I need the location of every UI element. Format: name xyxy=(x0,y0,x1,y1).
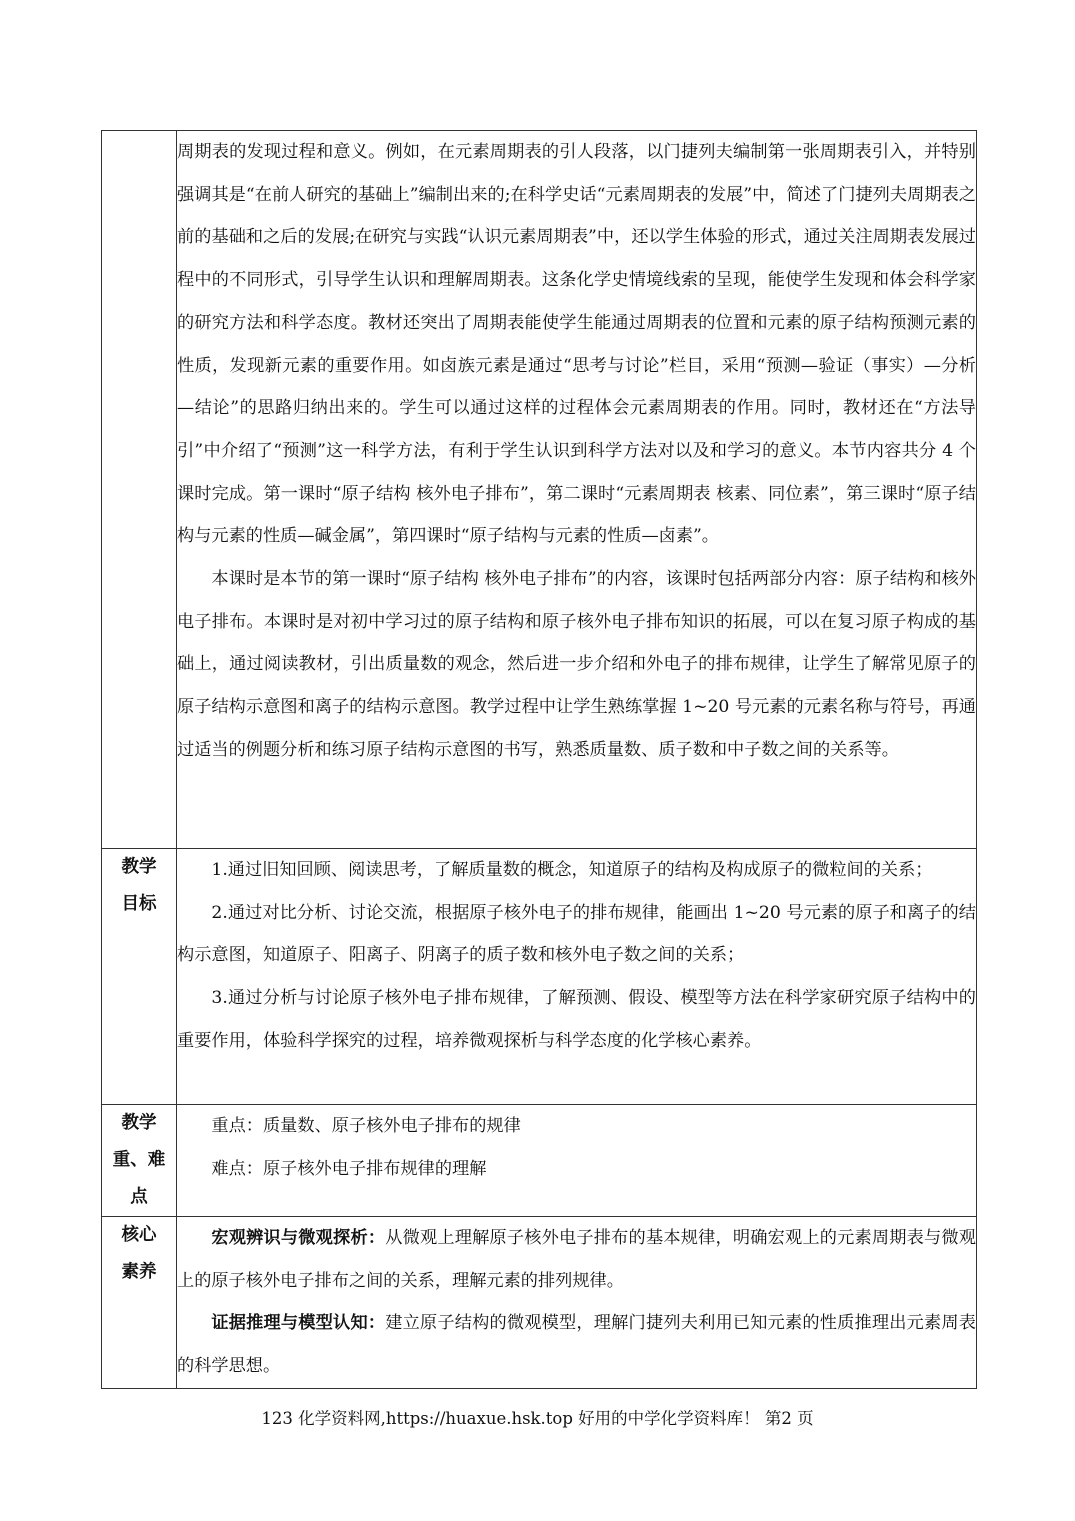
objectives-row xyxy=(102,849,977,1105)
difficult-point-item: 难点：原子核外电子排布规律的理解 xyxy=(211,1158,487,1179)
core-literacy-text: 建立原子结构的微观模型，理解门捷列夫利用已知元素的性质推理出元素周表的科学思想。 xyxy=(177,1313,976,1377)
core-literacy-title: 宏观辨识与微观探析： xyxy=(211,1228,386,1248)
intro-content-cell xyxy=(177,131,977,849)
page-footer: 123 化学资料网,https://huaxue.hsk.top 好用的中学化学资料库！ 第2 页 xyxy=(261,1409,814,1428)
core-literacy-row xyxy=(102,1217,977,1389)
key-point-item: 重点：质量数、原子核外电子排布的规律 xyxy=(211,1116,521,1136)
core-literacy-content-cell xyxy=(177,1217,977,1389)
intro-paragraph: 本课时是本节的第一课时“原子结构 核外电子排布”的内容，该课时包括两部分内容：原子结构和核外电子排布。本课时是对初中学习过的原子结构和原子核外电子排布知识的拓展，可以在复习原子构成的基础上，通过阅读教材，引出质量数的观念，然后进一步介绍和外电子的排布规律，让学生了解常见原子的原子结构示意图和离子的结构示意图。教学过程中让学生熟练掌握 1~20 号元素的元素名称与符号，再通过适当的例题分析和练习原子结构示意图的书写，熟悉质量数、质子数和中子数之间的关系等。 xyxy=(177,569,976,760)
objective-item: 1.通过旧知回顾、阅读思考，了解质量数的概念，知道原子的结构及构成原子的微粒间的关系； xyxy=(211,860,933,880)
key-points-label: 教学 重、难 点 xyxy=(102,1105,177,1217)
objectives-content-cell xyxy=(177,849,977,1105)
lesson-plan-table xyxy=(101,130,977,1389)
key-points-row xyxy=(102,1105,977,1217)
intro-row xyxy=(102,131,977,849)
intro-label-cell xyxy=(102,131,177,849)
core-literacy-title: 证据推理与模型认知： xyxy=(211,1313,386,1334)
core-literacy-item xyxy=(177,1217,976,1302)
objective-item: 2.通过对比分析、讨论交流，根据原子核外电子的排布规律，能画出 1~20 号元素的原子和离子的结构示意图，知道原子、阳离子、阴离子的质子数和核外电子数之间的关系； xyxy=(177,902,976,966)
core-literacy-item xyxy=(177,1302,976,1387)
key-points-content-cell xyxy=(177,1105,977,1217)
objectives-label: 教学 目标 xyxy=(102,849,177,1105)
core-literacy-label: 核心 素养 xyxy=(102,1217,177,1389)
core-literacy-text: 从微观上理解原子核外电子排布的基本规律，明确宏观上的元素周期表与微观上的原子核外电子排布之间的关系，理解元素的排列规律。 xyxy=(177,1228,976,1291)
objective-item: 3.通过分析与讨论原子核外电子排布规律，了解预测、假设、模型等方法在科学家研究原子结构中的重要作用，体验科学探究的过程，培养微观探析与科学态度的化学核心素养。 xyxy=(177,988,976,1051)
intro-paragraph: 周期表的发现过程和意义。例如，在元素周期表的引人段落，以门捷列夫编制第一张周期表引入，并特别强调其是“在前人研究的基础上”编制出来的;在科学史话“元素周期表的发展”中，简述了门捷列夫周期表之前的基础和之后的发展;在研究与实践“认识元素周期表”中，还以学生体验的形式，通过关注周期表发展过程中的不同形式，引导学生认识和理解周期表。这条化学史情境线索的呈现，能使学生发现和体会科学家的研究方法和科学态度。教材还突出了周期表能使学生能通过周期表的位置和元素的原子结构预测元素的性质，发现新元素的重要作用。如卤族元素是通过“思考与讨论”栏目，采用“预测—验证（事实）—分析—结论”的思路归纳出来的。学生可以通过这样的过程体会元素周期表的作用。同时，教材还在“方法导引”中介绍了“预测”这一科学方法，有利于学生认识到科学方法对以及和学习的意义。本节内容共分 4 个课时完成。第一课时“原子结构 核外电子排布”，第二课时“元素周期表 核素、同位素”，第三课时“原子结构与元素的性质—碱金属”，第四课时“原子结构与元素的性质—卤素”。 xyxy=(177,142,976,547)
